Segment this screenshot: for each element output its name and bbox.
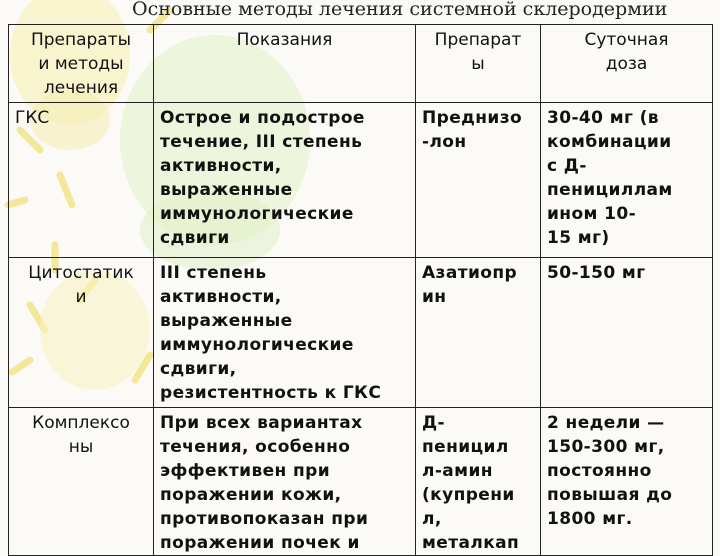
cell-indications: III степень активности, выраженные иммунологические сдвиги, резистентность к ГКС xyxy=(154,258,416,408)
header-drug: Препарат ы xyxy=(416,25,541,103)
cell-indications: Острое и подострое течение, III степень активности, выраженные иммунологические сдвиги xyxy=(154,103,416,258)
cell-dose: 2 недели — 150-300 мг, постоянно повышая до 1800 мг. xyxy=(541,408,713,556)
table-row xyxy=(9,408,713,556)
cell-indications: При всех вариантах течения, особенно эффективен при поражении кожи, противопоказан при поражении почек и xyxy=(154,408,416,556)
cell-dose: 50-150 мг xyxy=(541,258,713,408)
header-dose: Суточная доза xyxy=(541,25,713,103)
table-row xyxy=(9,258,713,408)
cell-drug: Преднизо -лон xyxy=(416,103,541,258)
cell-drug: Азатиопр ин xyxy=(416,258,541,408)
treatment-methods-table xyxy=(8,24,713,556)
cell-method: ГКС xyxy=(9,103,154,258)
header-method: Препараты и методы лечения xyxy=(9,25,154,103)
cell-dose: 30-40 мг (в комбинации с Д- пенициллам ином 10- 15 мг) xyxy=(541,103,713,258)
table-row xyxy=(9,103,713,258)
cell-method: Цитостатик и xyxy=(9,258,154,408)
cell-drug: Д- пеницил л-амин (купрени л, металкап xyxy=(416,408,541,556)
table-header-row xyxy=(9,25,713,103)
cell-method: Комплексо ны xyxy=(9,408,154,556)
header-indications: Показания xyxy=(154,25,416,103)
slide-title: Основные методы лечения системной склеродермии xyxy=(132,0,668,20)
